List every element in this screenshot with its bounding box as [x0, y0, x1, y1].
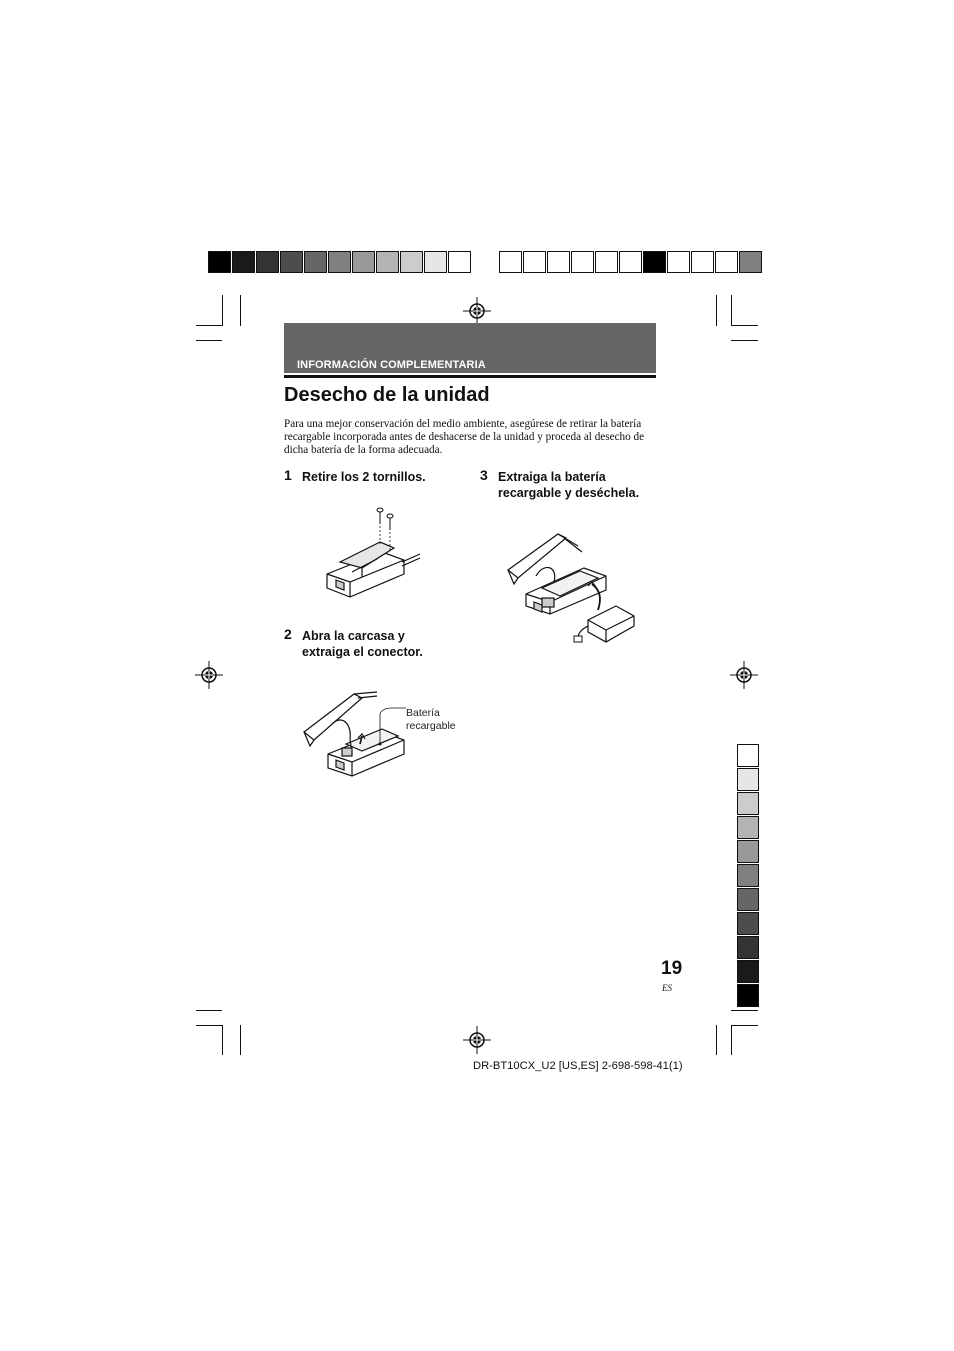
color-swatch: [737, 840, 759, 863]
color-swatch: [595, 251, 618, 273]
color-swatch: [352, 251, 375, 273]
crop-mark: [196, 1010, 222, 1011]
color-swatch: [376, 251, 399, 273]
registration-mark-icon: [195, 661, 223, 689]
color-swatch: [737, 864, 759, 887]
color-swatch: [737, 888, 759, 911]
color-swatch: [737, 816, 759, 839]
crop-mark: [731, 325, 758, 326]
crop-mark: [731, 1025, 758, 1026]
screw-icon: [377, 508, 393, 530]
color-swatch: [499, 251, 522, 273]
color-swatch: [737, 960, 759, 983]
step-3: [480, 469, 658, 501]
illustration-open-case: [302, 684, 412, 784]
battery-icon: [588, 606, 634, 642]
crop-mark: [196, 325, 222, 326]
crop-mark: [196, 1025, 222, 1026]
color-swatch: [424, 251, 447, 273]
crop-mark: [222, 295, 223, 326]
step-text: Retire los 2 tornillos.: [302, 470, 426, 484]
color-swatch: [667, 251, 690, 273]
crop-mark: [196, 340, 222, 341]
color-swatch: [619, 251, 642, 273]
color-bar-side: [737, 744, 759, 1008]
crop-mark: [731, 1025, 732, 1055]
step-text: Abra la carcasa y extraiga el conector.: [302, 629, 423, 659]
registration-mark-icon: [730, 661, 758, 689]
registration-mark-icon: [463, 1026, 491, 1054]
callout-battery-label: Batería recargable: [406, 707, 456, 732]
color-swatch: [208, 251, 231, 273]
color-swatch: [737, 936, 759, 959]
color-swatch: [448, 251, 471, 273]
crop-mark: [731, 1010, 758, 1011]
color-swatch: [739, 251, 762, 273]
color-swatch: [571, 251, 594, 273]
color-swatch: [737, 912, 759, 935]
section-label: INFORMACIÓN COMPLEMENTARIA: [297, 359, 486, 371]
registration-mark-icon: [463, 297, 491, 325]
color-bar-left: [208, 251, 472, 273]
color-swatch: [328, 251, 351, 273]
language-code: ES: [662, 983, 672, 993]
crop-mark: [240, 1025, 241, 1055]
page-title: Desecho de la unidad: [284, 384, 490, 406]
color-swatch: [737, 984, 759, 1007]
color-swatch: [691, 251, 714, 273]
color-swatch: [715, 251, 738, 273]
color-swatch: [256, 251, 279, 273]
color-swatch: [523, 251, 546, 273]
color-swatch: [547, 251, 570, 273]
color-swatch: [232, 251, 255, 273]
crop-mark: [240, 295, 241, 326]
model-code: DR-BT10CX_U2 [US,ES] 2-698-598-41(1): [473, 1060, 683, 1072]
color-swatch: [400, 251, 423, 273]
color-swatch: [280, 251, 303, 273]
intro-paragraph: Para una mejor conservación del medio ambiente, asegúrese de retirar la batería recargable incorporada antes de deshacerse de la unidad y proceda al desecho de dicha batería de la forma adecuada.: [284, 418, 645, 457]
step-text: Extraiga la batería recargable y deséchela.: [498, 470, 640, 500]
crop-mark: [716, 295, 717, 326]
connector-icon: [574, 636, 582, 642]
crop-mark: [222, 1025, 223, 1055]
color-swatch: [304, 251, 327, 273]
illustration-remove-screws: [322, 502, 422, 602]
step-number: 2: [284, 626, 292, 642]
color-swatch: [643, 251, 666, 273]
step-number: 1: [284, 467, 292, 483]
illustration-remove-battery: [506, 526, 638, 650]
crop-mark: [731, 295, 732, 326]
page-number: 19: [661, 958, 683, 979]
color-bar-right: [499, 251, 763, 273]
crop-mark: [716, 1025, 717, 1055]
step-1: [284, 469, 464, 485]
color-swatch: [737, 768, 759, 791]
step-number: 3: [480, 467, 488, 483]
color-swatch: [737, 792, 759, 815]
color-swatch: [737, 744, 759, 767]
step-2: [284, 628, 434, 660]
section-rule: [284, 375, 656, 378]
crop-mark: [731, 340, 758, 341]
